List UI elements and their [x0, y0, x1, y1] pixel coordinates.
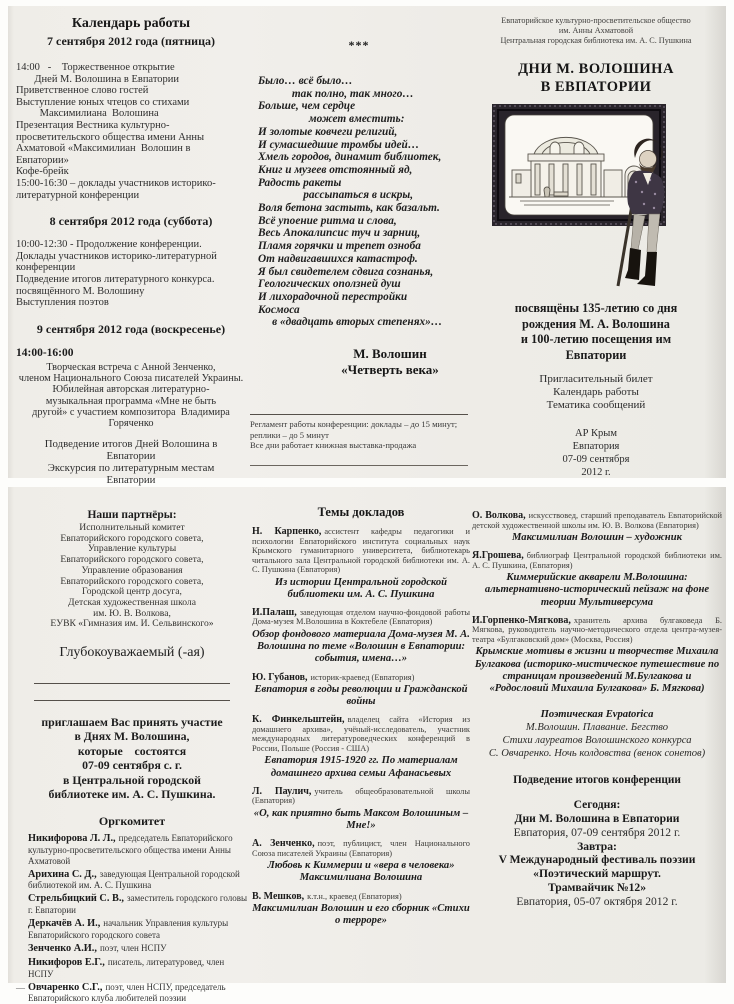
column-bottom-rule — [250, 465, 468, 466]
text-line: им. Ю. В. Волкова, — [93, 607, 171, 619]
poem-attribution — [320, 346, 460, 378]
speaker-name: О. Волкова, — [472, 510, 526, 521]
voloshin-library-drawing — [484, 102, 712, 294]
text-line: Дней М. Волошина в Евпатории — [16, 73, 180, 85]
report-title: Любовь к Киммерии и «вера в человека» Максимилиана Волошина — [267, 860, 455, 884]
text-line: Воля бетона застыть, как базальт. — [258, 202, 440, 215]
text-line: им. Анны Ахматовой — [558, 26, 634, 35]
member-role: заведующая Центральной городской библиотекой им. А. С. Пушкина — [28, 868, 240, 891]
speaker-name: Я.Грошева, — [472, 550, 524, 562]
scan-page-back — [8, 487, 726, 1004]
text-line: Исполнительный комитет — [79, 522, 185, 533]
report-title: Максимилиан Волошин – художник — [512, 532, 682, 543]
member-role: писатель, литературовед, член НСПУ — [28, 956, 225, 979]
report-entry — [472, 511, 722, 544]
speaker-affiliation: искусствовед, старший преподаватель Евпаторийской детской художественной школы им. Ю. В. Волкова (Евпатория) — [472, 511, 722, 530]
today-label: Сегодня: — [573, 798, 621, 812]
text-line: Все дни работает книжная выставка-продажа — [250, 440, 417, 451]
today-event: Дни М. Волошина в Евпатории — [514, 811, 680, 825]
report-title: Киммерийские акварели М.Волошина: альтернативно-исторический пейзаж на фоне теории Мультиверсума — [484, 572, 710, 608]
report-entry — [472, 551, 722, 609]
speaker-affiliation: учитель общеобразовательной школы (Евпатория) — [252, 786, 470, 806]
speaker-affiliation: историк-краевед (Евпатория) — [310, 672, 415, 682]
text-line: АР Крым — [575, 428, 617, 440]
report-title: «О, как приятно быть Максом Волошиным – Мне!» — [253, 807, 469, 832]
invitation-column — [16, 487, 248, 1004]
tomorrow-event: V Международный фестиваль поэзии — [498, 853, 696, 867]
text-line: Творческая встреча с Анной Зенченко, — [46, 361, 216, 373]
text-line: посвящёны 135-летию со дня — [514, 301, 678, 315]
topics-column — [252, 487, 470, 983]
event-title — [470, 61, 722, 96]
text-line: в «двадцать вторых степенях»… — [258, 316, 443, 329]
tomorrow-date: Евпатория, 05-07 октября 2012 г. — [516, 894, 678, 908]
speaker-name: Ю. Губанов, — [252, 671, 308, 683]
report-title: Евпатория в годы революции и Гражданской войны — [254, 684, 468, 708]
text-line: Весь Апокалипсис туч и зарниц, — [258, 227, 421, 240]
calendar-day2-schedule — [16, 239, 246, 309]
text-line: Пламя горячки и трепет озноба — [258, 240, 421, 253]
poem-text — [258, 75, 468, 329]
text-line: и 100-летию посещения им — [520, 332, 672, 347]
poem-author-name: М. Волошин — [353, 346, 427, 362]
topics-entries — [252, 527, 470, 928]
text-line: посвящённого М. Волошину — [16, 285, 145, 297]
text-line: Городской центр досуга, — [82, 586, 182, 598]
speaker-affiliation: поэт, публицист, член Национального Союза писателей Украины (Евпатория) — [252, 839, 470, 858]
calendar-day3-header: 9 сентября 2012 года (воскресенье) — [36, 321, 226, 336]
conference-closing-line: Подведение итогов конференции — [513, 774, 681, 787]
text-line: в Днях М. Волошина, — [74, 729, 190, 744]
text-line: Евпатории — [106, 474, 156, 487]
text-line: конференции — [16, 262, 76, 274]
text-line: членом Национального Союза писателей Украины. — [18, 372, 244, 384]
poem-separator-stars: *** — [348, 38, 370, 52]
tomorrow-label: Завтра: — [577, 839, 617, 853]
text-line: Пригласительный билет — [539, 373, 653, 386]
text-line: С. Овчаренко. Ночь колдовства (венок сонетов) — [488, 748, 706, 760]
member-name: Стрельбицкий С. В., — [28, 893, 124, 905]
text-line: Горяченко — [108, 418, 154, 430]
text-line: библиотеке им. А. С. Пушкина. — [48, 787, 216, 802]
text-line: 14:00 - Торжественное открытие — [16, 62, 175, 73]
committee-member — [28, 833, 248, 866]
text-line: Стихи лауреатов Волошинского конкурса — [502, 735, 692, 747]
text-line: Максимилиана Волошина — [16, 108, 159, 120]
text-line: Приветственное слово гостей — [16, 85, 149, 97]
member-role: начальник Управления культуры Евпаторийского городского совета — [28, 918, 229, 940]
member-name: Никифорова Л. Л., — [28, 833, 116, 845]
topics-title: Темы докладов — [317, 505, 405, 519]
text-line: так полно, так много… — [258, 87, 414, 100]
report-entry — [252, 715, 470, 779]
speaker-name: В. Мешков, — [252, 890, 305, 902]
booklet-contents-list — [470, 373, 722, 412]
speaker-affiliation: к.т.н., краевед (Евпатория) — [307, 891, 402, 901]
cover-illustration — [484, 102, 722, 299]
committee-member — [28, 957, 248, 979]
event-title-line2: В ЕВПАТОРИИ — [540, 78, 652, 95]
text-line: просветительского общества имени Анны — [16, 131, 205, 143]
text-line: может вместить: — [258, 113, 405, 126]
text-line: Я был свидетелем сдвига сознанья, — [258, 265, 434, 278]
calendar-day2-header: 8 сентября 2012 года (суббота) — [49, 214, 213, 229]
text-line: реплики – до 5 минут — [250, 429, 329, 440]
report-entry — [252, 787, 470, 832]
text-line: Экскурсия по литературным местам — [47, 462, 215, 475]
calendar-day3-closing — [16, 438, 246, 486]
member-role: поэт, член НСПУ — [99, 942, 167, 953]
member-role: поэт, член НСПУ, председатель Евпаторийского клуба любителей поэзии — [28, 981, 226, 1004]
conference-rules-note — [250, 414, 468, 451]
text-line: Подведение итогов литературного конкурса. — [16, 273, 215, 285]
event-place-and-date — [470, 427, 722, 479]
today-tomorrow-agenda — [472, 798, 722, 908]
text-line: другой» с участием композитора Владимира — [32, 406, 230, 418]
text-line: Кофе-брейк — [16, 166, 69, 178]
text-line: Юбилейная авторская литературно- — [52, 384, 210, 396]
text-line: Книг и музеев отстоянный яд, — [258, 163, 413, 176]
member-name: Никифоров Е.Г., — [28, 956, 105, 968]
dedication-text — [470, 301, 722, 363]
topics-entries-continued — [472, 511, 722, 695]
text-line: М.Волошин. Плавание. Бегство — [525, 722, 669, 734]
write-in-name-line — [34, 692, 230, 701]
member-role: председатель Евпаторийского культурно-просветительского общества имени Анны Ахматовой — [28, 833, 233, 866]
calendar-column — [16, 6, 246, 487]
text-line: Радость ракеты — [258, 176, 342, 189]
text-line: Евпаторийского городского совета, — [60, 532, 204, 544]
poetic-block-lines — [472, 721, 722, 760]
calendar-day1-schedule — [16, 62, 246, 201]
today-date: Евпатория, 07-09 сентября 2012 г. — [513, 825, 681, 839]
text-line: рождения М. А. Волошина — [522, 316, 670, 331]
speaker-name: И.Горпенко-Мягкова, — [472, 614, 571, 626]
report-entry — [252, 608, 470, 666]
report-title: Крымские мотивы в жизни и творчестве Михаила Булгакова (историко-мистическое путешествие по страницам произведений М.Булгакова и «Родословий Михаила Булгакова» Б. Мягкова) — [474, 646, 720, 694]
calendar-day3-time: 14:00-16:00 — [16, 346, 74, 359]
committee-member — [28, 943, 248, 955]
speaker-name: Н. Карпенко, — [252, 526, 322, 537]
member-role: заместитель городского головы г. Евпатории — [28, 893, 248, 916]
text-line: Календарь работы — [553, 386, 639, 399]
report-entry — [252, 673, 470, 709]
committee-member — [16, 981, 248, 1004]
speaker-affiliation: владелец сайта «История из домашнего архива», учёный-исследователь, участник международных литературоведческих конференций в России, Польше (Россия - США) — [252, 715, 470, 753]
member-name: Овчаренко С.Г., — [28, 981, 103, 993]
speaker-name: К. Финкельштейн, — [252, 714, 345, 726]
text-line: Хмель городов, динамит библиотек, — [258, 151, 442, 164]
tomorrow-event-title-2: Трамвайчик №12» — [547, 880, 646, 894]
text-line: Евпаторийского городского совета, — [60, 554, 204, 566]
text-line: Выступления поэтов — [16, 297, 109, 309]
text-line: Управление культуры — [87, 543, 177, 555]
orgcommittee-members — [16, 833, 248, 1003]
text-line: И золотые ковчеги религий, — [258, 125, 398, 138]
speaker-name: И.Палаш, — [252, 606, 297, 618]
partners-title: Наши партнёры: — [87, 509, 177, 521]
program-column — [472, 487, 722, 983]
text-line: Презентация Вестника культурно- — [16, 119, 170, 131]
text-line: ЕУВК «Гимназия им. И. Сельвинского» — [50, 618, 214, 630]
text-line: Евпатории — [565, 347, 627, 362]
scan-page-front — [8, 6, 726, 487]
poetic-block-title: Поэтическая Evpatorica — [540, 709, 654, 721]
text-line: приглашаем Вас принять участие — [41, 715, 223, 730]
text-line: Выступление юных чтецов со стихами — [16, 96, 190, 108]
text-line: От надвигавшихся катастроф. — [258, 252, 418, 265]
committee-member — [28, 918, 248, 940]
text-line: Детская художественная школа — [68, 596, 196, 608]
report-entry — [252, 839, 470, 884]
tomorrow-event-title-1: «Поэтический маршрут. — [533, 867, 661, 881]
poetic-evpatorica-block — [472, 708, 722, 760]
text-line: Центральная городская библиотека им. А. С. Пушкина — [500, 36, 692, 45]
text-line: И лихорадочной перестройки — [258, 290, 408, 303]
text-line: Подведение итогов Дней Волошина в — [44, 438, 218, 451]
text-line: Больше, чем сердце — [258, 100, 356, 113]
speaker-affiliation: заведующая отделом научно-фондовой работы Дома-музея М.Волошина в Коктебеле (Евпатория) — [252, 607, 470, 627]
text-line: литературной конференции — [16, 189, 140, 201]
calendar-title: Календарь работы — [71, 16, 191, 31]
event-title-line1: ДНИ М. ВОЛОШИНА — [518, 61, 674, 77]
text-line: 10:00-12:30 - Продолжение конференции. — [16, 239, 202, 251]
text-line: 07-09 сентября — [562, 454, 630, 466]
report-entry — [252, 527, 470, 601]
poem-column — [250, 6, 468, 478]
committee-member — [28, 893, 248, 915]
text-line: Тематика сообщений — [546, 399, 646, 412]
text-line: Всё упоение ритма и слова, — [258, 214, 397, 227]
speaker-name: А. Зенченко, — [252, 838, 315, 850]
calendar-day1-header: 7 сентября 2012 года (пятница) — [46, 34, 216, 48]
text-line: Евпаторийское культурно-просветительское общество — [501, 16, 691, 25]
text-line: Доклады участников историко-литературной — [16, 250, 217, 262]
report-entry — [252, 892, 470, 928]
committee-member — [28, 869, 248, 891]
text-line: Было… всё было… — [258, 75, 353, 87]
calendar-day3-program — [16, 362, 246, 430]
report-entry — [472, 616, 722, 695]
poem-work-title: «Четверть века» — [341, 362, 439, 378]
speaker-name: Л. Паулич, — [252, 785, 312, 797]
member-name: Арихина С. Д., — [28, 868, 97, 880]
handwritten-margin-mark: — — [16, 982, 25, 993]
text-line: 2012 г. — [581, 467, 611, 479]
cover-column — [470, 6, 722, 478]
report-title: Обзор фондового материала Дома-музея М. А. Волошина по теме «Волошин в Евпатории: события, имена…» — [252, 628, 470, 665]
text-line: Евпатории — [106, 450, 156, 463]
write-in-name-line — [34, 675, 230, 684]
text-line: Управление образования — [81, 564, 183, 576]
speaker-affiliation: библиограф Центральной городской библиотеки им. А. С. Пушкина, (Евпатория) — [472, 551, 722, 570]
text-line: Ахматовой «Максимилиан Волошин в — [16, 143, 191, 155]
orgcommittee-title: Оргкомитет — [98, 814, 166, 829]
speaker-affiliation: ассистент кафедры педагогики и психологии Евпаторийского института социальных наук Крымского гуманитарного университета, библиотекарь читального зала Центральной городской библиотеки им. А. С. Пушкина (Евпатория) — [252, 527, 470, 574]
text-line: Космоса — [258, 303, 300, 316]
text-line: И сумасшедшие тромбы идей… — [258, 138, 420, 151]
report-title: Евпатория 1915-1920 гг. По материалам домашнего архива семьи Афанасьевых — [264, 755, 458, 779]
speaker-affiliation: хранитель архива булгаковеда Б. Мягкова, руководитель научно-методического отдела центра-музея-театра «Булгаковский дом» (Москва, Россия) — [472, 615, 722, 644]
partners-list — [16, 523, 248, 630]
text-line: в Центральной городской — [63, 772, 201, 787]
text-line: Евпатории» — [16, 154, 69, 166]
salutation-text: Глубокоуважаемый (-ая) — [59, 645, 205, 661]
text-line: музыкальная программа «Мне не быть — [45, 395, 217, 407]
text-line: Регламент работы конференции: доклады – до 15 минут; — [250, 419, 458, 430]
organizer-names — [470, 16, 722, 46]
member-name: Деркачёв А. И., — [28, 918, 101, 930]
report-title: Из истории Центральной городской библиотеки им. А. С. Пушкина — [274, 576, 448, 600]
text-line: Геологических оползней душ — [258, 278, 401, 291]
report-title: Максимилиан Волошин и его сборник «Стихи о терроре» — [252, 903, 470, 927]
text-line: 15:00-16:30 – доклады участников историко- — [16, 177, 216, 189]
text-line: Евпаторийского городского совета, — [60, 575, 204, 587]
invitation-text — [16, 715, 248, 801]
text-line: Евпатория — [572, 441, 620, 453]
text-line: которые состоятся — [77, 743, 187, 758]
text-line: рассыпаться в искры, — [258, 189, 414, 202]
text-line: 07-09 сентября с. г. — [82, 758, 182, 773]
member-name: Зенченко А.И., — [28, 942, 97, 954]
